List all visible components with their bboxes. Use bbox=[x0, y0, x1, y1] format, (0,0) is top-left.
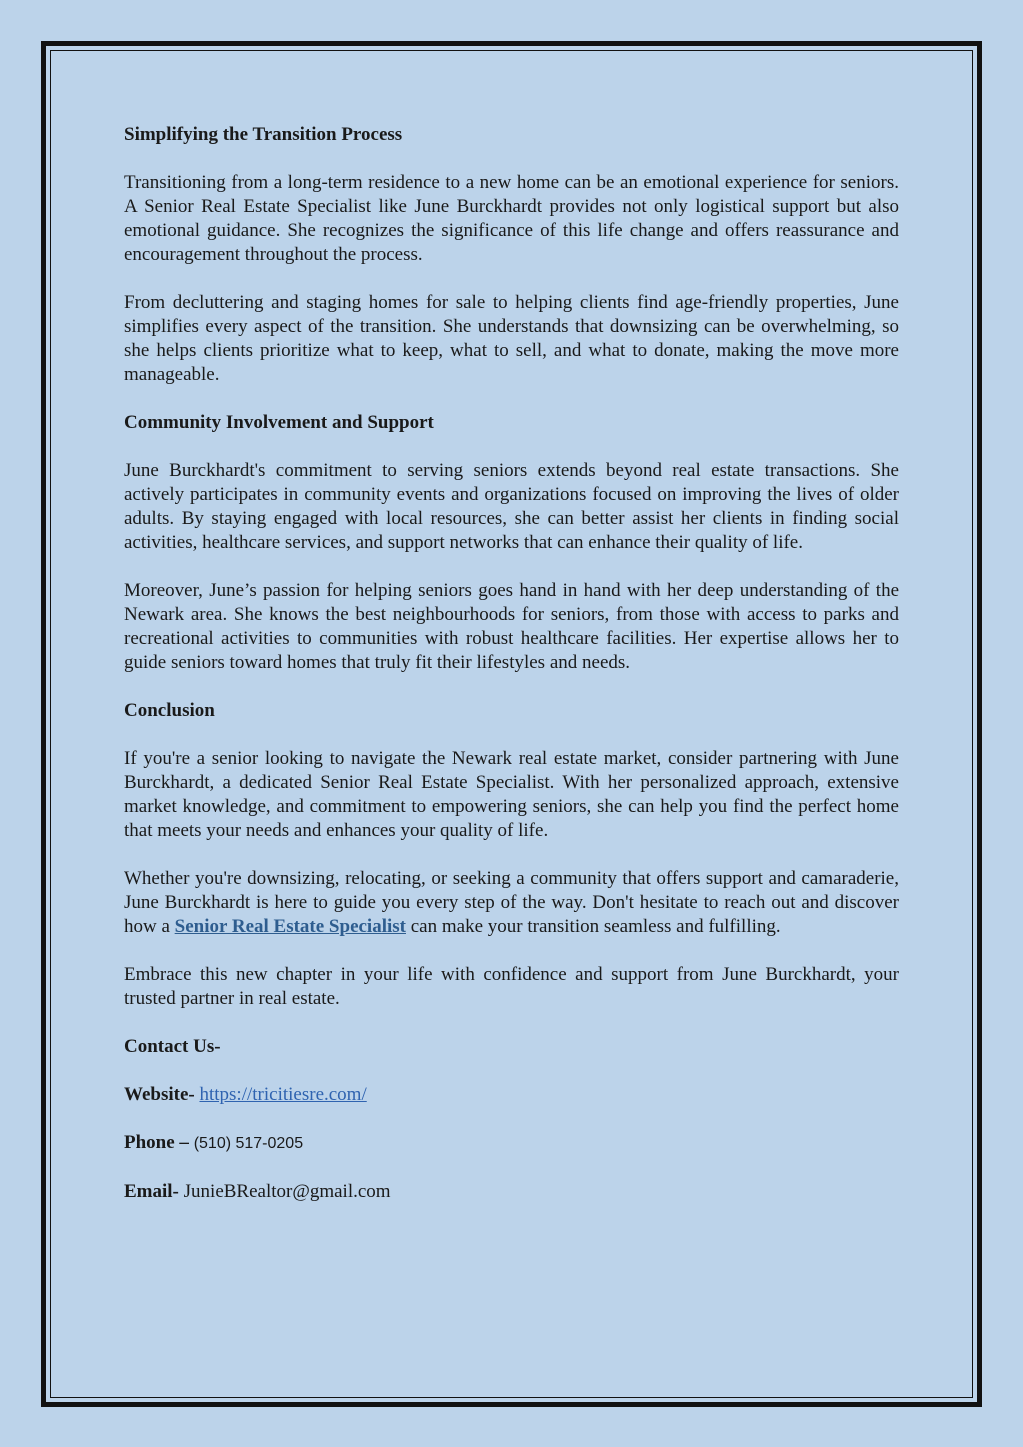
phone-line bbox=[124, 1131, 899, 1156]
email-value: JunieBRealtor@gmail.com bbox=[183, 1181, 391, 1202]
website-line bbox=[124, 1083, 899, 1107]
email-line bbox=[124, 1180, 899, 1204]
website-label: Website- bbox=[124, 1084, 195, 1105]
paragraph-text: can make your transition seamless and fulfilling. bbox=[406, 916, 781, 937]
paragraph-text: Whether you're downsizing, relocating, or seeking a community that offers support and camaraderie, June Burckhardt is here to guide you every step of the way. Don't hesitate to reach out and discover how a bbox=[124, 868, 899, 937]
paragraph: From decluttering and staging homes for sale to helping clients find age-friendly properties, June simplifies every aspect of the transition. She understands that downsizing can be overwhelming, so she helps clients prioritize what to keep, what to sell, and what to donate, making the move more manageable. bbox=[124, 292, 899, 385]
document-body bbox=[124, 123, 899, 1228]
contact-heading: Contact Us- bbox=[124, 1036, 221, 1057]
phone-label: Phone – bbox=[124, 1132, 189, 1153]
paragraph: If you're a senior looking to navigate the Newark real estate market, consider partnering with June Burckhardt, a dedicated Senior Real Estate Specialist. With her personalized approach, extensive market knowledge, and commitment to empowering seniors, she can help you find the perfect home that meets your needs and enhances your quality of life. bbox=[124, 748, 899, 841]
heading-community: Community Involvement and Support bbox=[124, 412, 434, 433]
heading-transition: Simplifying the Transition Process bbox=[124, 124, 403, 145]
paragraph: Transitioning from a long-term residence to a new home can be an emotional experience for seniors. A Senior Real Estate Specialist like June Burckhardt provides not only logistical support but also emotional guidance. She recognizes the significance of this life change and offers reassurance and encouragement throughout the process. bbox=[124, 172, 899, 265]
website-link[interactable]: https://tricitiesre.com/ bbox=[199, 1084, 367, 1105]
paragraph: Moreover, June’s passion for helping seniors goes hand in hand with her deep understanding of the Newark area. She knows the best neighbourhoods for seniors, from those with access to parks and recreational activities to communities with robust healthcare facilities. Her expertise allows her to guide seniors toward homes that truly fit their lifestyles and needs. bbox=[124, 580, 899, 673]
paragraph: June Burckhardt's commitment to serving seniors extends beyond real estate transactions. She actively participates in community events and organizations focused on improving the lives of older adults. By staying engaged with local resources, she can better assist her clients in finding social activities, healthcare services, and support networks that can enhance their quality of life. bbox=[124, 460, 899, 553]
phone-value: (510) 517-0205 bbox=[193, 1135, 304, 1152]
senior-specialist-link[interactable]: Senior Real Estate Specialist bbox=[174, 916, 406, 937]
heading-conclusion: Conclusion bbox=[124, 700, 215, 721]
paragraph-with-link bbox=[124, 867, 899, 939]
closing-paragraph: Embrace this new chapter in your life with confidence and support from June Burckhardt, your trusted partner in real estate. bbox=[124, 964, 899, 1009]
email-label: Email- bbox=[124, 1181, 179, 1202]
